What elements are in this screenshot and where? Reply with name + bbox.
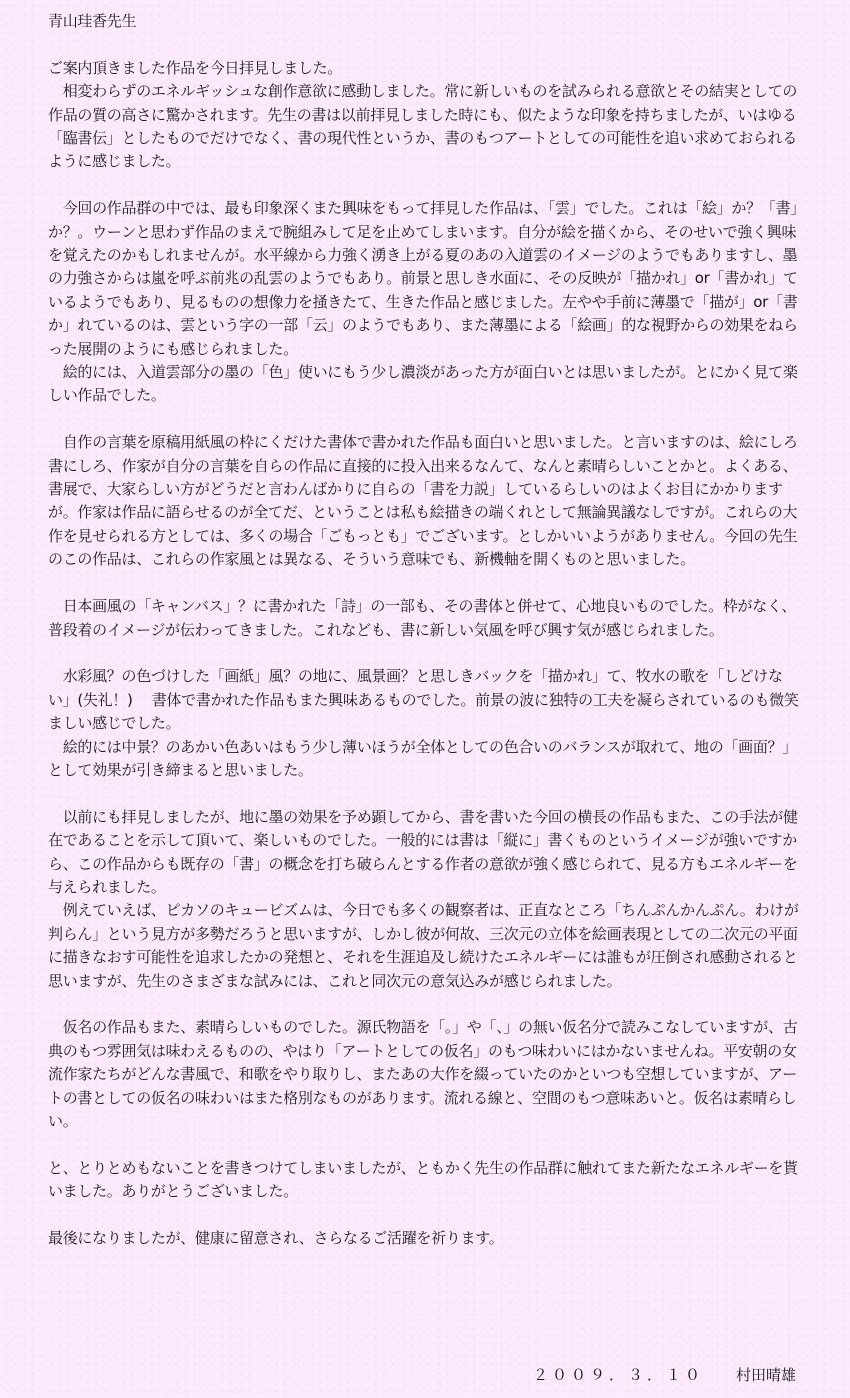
paragraph-2: 今回の作品群の中では、最も印象深くまた興味をもって拝見した作品は、「雲」でした。これは「絵」か？「書」か？。ウーンと思わず作品のまえで腕組みして足を止めてしまいます。自分が絵を描くから、そのせいで強く興味を覚えたのかもしれませんが。水平線から力強く湧き上がる夏のあの入道雲のイメージのようでもありますし、墨の力強さからは嵐を呼ぶ前兆の乱雲のようでもあり。前景と思しき水面に、その反映が「描かれ」or「書かれ」ているようでもあり、見るものの想像力を掻きたて、生きた作品と感じました。左やや手前に薄墨で「描が」or「書か」れているのは、雲という字の一部「云」のようでもあり、また薄墨による「絵画」的な視野からの効果をねらった展開のようにも感じられました。 <box>48 199 798 358</box>
blank-line <box>48 33 800 56</box>
blank-line <box>48 642 800 665</box>
signature-name: 村田晴雄 <box>735 1366 796 1384</box>
blank-line <box>48 782 800 805</box>
letter-body <box>48 10 800 1250</box>
paragraph-5: 日本画風の「キャンバス」？に書かれた「詩」の一部も、その書体と併せて、心地良いものでした。枠がなく、普段着のイメージが伝わってきました。これなども、書に新しい気風を呼び興す気が感じられました。 <box>48 597 797 639</box>
blank-line <box>48 408 800 431</box>
blank-line <box>48 1204 800 1227</box>
paragraph-3: 絵的には、入道雲部分の墨の「色」使いにもう少し濃淡があった方が面白いとは思いましたが。とにかく見て楽しい作品でした。 <box>48 363 798 405</box>
blank-line <box>48 1133 800 1156</box>
paragraph-4: 自作の言葉を原稿用紙風の枠にくだけた書体で書かれた作品も面白いと思いました。と言いますのは、絵にしろ書にしろ、作家が自分の言葉を自らの作品に直接的に投入出来るなんて、なんと素晴らしいことかと。よくある、書展で、大家らしい方がどうだと言わんばかりに自らの「書を力説」しているらしいのはよくお目にかかりますが。作家は作品に語らせるのが全てだ、ということは私も絵描きの端くれとして無論異議なしですが。これらの大作を見せられる方としては、多くの場合「ごもっとも」でございます。としかいいようがありません。今回の先生のこの作品は、これらの作家風とは異なる、そういう意味でも、新機軸を開くものと思いました。 <box>48 433 798 569</box>
blank-line <box>48 993 800 1016</box>
paragraph-8: 以前にも拝見しましたが、地に墨の効果を予め顕してから、書を書いた今回の横長の作品もまた、この手法が健在であることを示して頂いて、楽しいものでした。一般的には書は「縦に」書くものというイメージが強いですから、この作品からも既存の「書」の概念を打ち破らんとする作者の意欲が強く感じられて、見る方もエネルギーを与えられました。 <box>48 807 798 896</box>
signature-date: ２００９．３．１０ <box>532 1366 704 1384</box>
paragraph-7: 絵的には中景？のあかい色あいはもう少し薄いほうが全体としての色合いのバランスが取れて、地の「画面？」として効果が引き締まると思いました。 <box>48 737 797 779</box>
signature-block <box>533 1365 796 1385</box>
paragraph-10: 仮名の作品もまた、素晴らしいものでした。源氏物語を「。」や「、」の無い仮名分で読みこなしていますが、古典のもつ雰囲気は味わえるものの、やはり「アートとしての仮名」のもつ味わいにはかないませんね。平安朝の女流作家たちがどんな書風で、和歌をやり取りし、またあの大作を綴っていたのかといつも空想していますが、アートの書としての仮名の味わいはまた格別なものがあります。流れる線と、空間のもつ意味あいと。仮名は素晴らしい。 <box>48 1018 798 1130</box>
paragraph-1: 相変わらずのエネルギッシュな創作意欲に感動しました。常に新しいものを試みられる意欲とその結実としての作品の質の高さに驚かされます。先生の書は以前拝見しました時にも、似たような印象を持ちましたが、いはゆる「臨書伝」としたものでだけでなく、書の現代性というか、書のもつアートとしての可能性を追い求めておられるように感じました。 <box>48 82 798 171</box>
intro-line: ご案内頂きました作品を今日拝見しました。 <box>48 58 343 77</box>
paragraph-11: と、とりとめもないことを書きつけてしまいましたが、ともかく先生の作品群に触れてまた新たなエネルギーを貰いました。ありがとうございました。 <box>48 1158 798 1201</box>
closing-line: 最後になりましたが、健康に留意され、さらなるご活躍を祈ります。 <box>48 1228 504 1247</box>
paragraph-9: 例えていえば、ピカソのキュービズムは、今日でも多くの観察者は、正直なところ「ちんぷんかんぷん。わけが判らん」という見方が多勢だろうと思いますが、しかし彼が何故、三次元の立体を絵画表現としての二次元の平面に描きなおす可能性を追求したかの発想と、それを生涯追及し続けたエネルギーには誰もが圧倒され感動されると思いますが、先生のさまざまな試みには、これと同次元の意気込みが感じられました。 <box>48 901 799 990</box>
salutation: 青山珪香先生 <box>48 12 137 30</box>
blank-line <box>48 174 800 197</box>
blank-line <box>48 572 800 595</box>
paragraph-6: 水彩風？の色づけした「画紙」風？の地に、風景画？と思しきバックを「描かれ」て、牧水の歌を「しどけない」(失礼！) 書体で書かれた作品もまた興味あるものでした。前景の波に独特の工夫を凝らされているのも微笑ましい感じでした。 <box>48 667 799 733</box>
